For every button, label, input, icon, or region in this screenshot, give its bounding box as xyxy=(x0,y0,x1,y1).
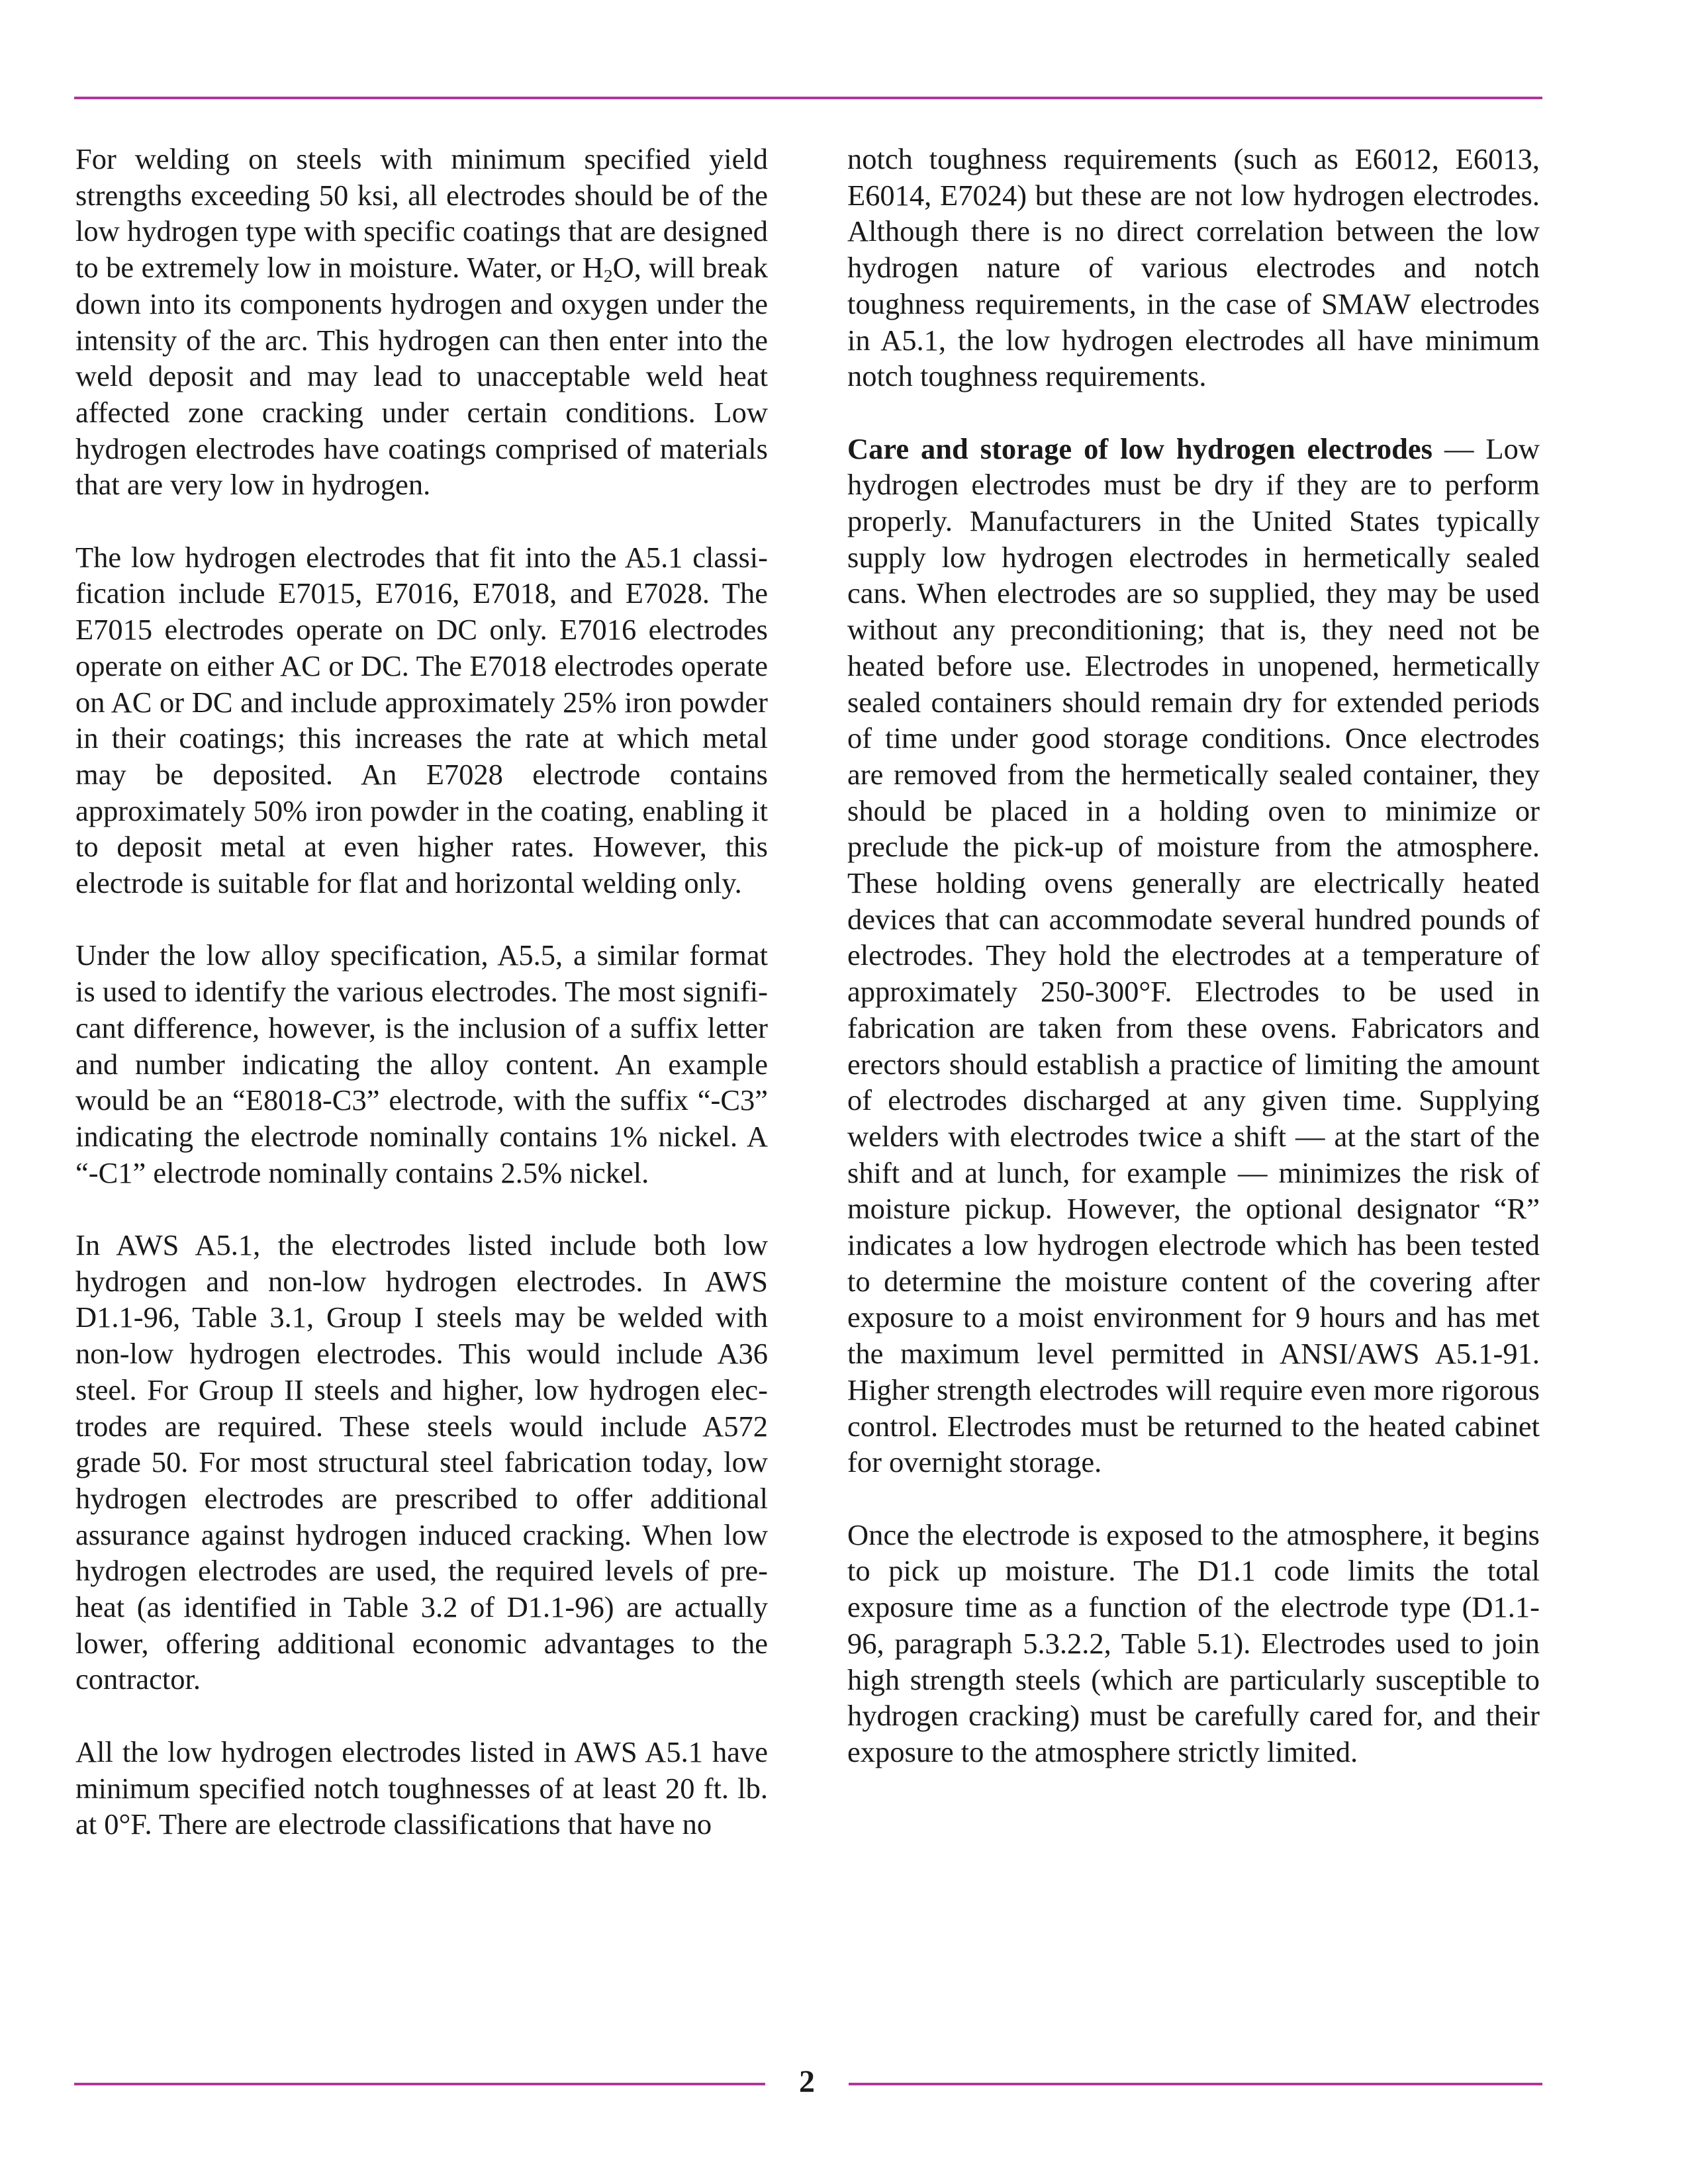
paragraph: In AWS A5.1, the electrodes listed include both low hydrogen and non-low hydrogen electrodes. In AWS D1.1-96, Table 3.1, Group I steels may be welded with non-low hydrogen electrodes. This would include A36 steel. For Group II steels and higher, low hydrogen electrodes are required. These steels would include A572 grade 50. For most structural steel fabrication today, low hydrogen electrodes are prescribed to offer additional assurance against hydrogen induced cracking. When low hydrogen electrodes are used, the required levels of preheat (as identified in Table 3.2 of D1.1-96) are actually lower, offering additional economic advantages to the contractor. xyxy=(75,1228,768,1696)
subscript: 2 xyxy=(603,265,613,286)
left-column xyxy=(75,141,768,1843)
header-rule xyxy=(74,97,1542,99)
footer-rule-right xyxy=(849,2083,1542,2085)
paragraph: For welding on steels with minimum specified yield strengths exceeding 50 ksi, all electrodes should be of the low hydrogen type with specific coatings that are designed to be extremely low in moisture. Water, or $H_2O$, will break down into its components hydrogen and oxygen under the intensity of the arc. This hydrogen can then enter into the weld deposit and may lead to unacceptable weld heat affected zone cracking under certain conditions. Low hydrogen electrodes have coatings comprised of materials that are very low in hydrogen. xyxy=(75,142,768,502)
paragraph: Under the low alloy specification, A5.5, a similar format is used to identify the various electrodes. The most significant difference, however, is the inclusion of a suffix letter and number indicating the alloy content. An example would be an “E8018-C3” electrode, with the suffix “-C3” indicating the electrode nominally contains 1% nickel. A “-C1” electrode nominally contains 2.5% nickel. xyxy=(75,938,768,1189)
paragraph: Care and storage of low hydrogen electrodes — Low hydrogen electrodes must be dry if they are to perform properly. Manufacturers in the United States typically supply low hydrogen electrodes in hermetically sealed cans. When electrodes are so supplied, they may be used without any preconditioning; that is, they need not be heated before use. Electrodes in unopened, hermetically sealed containers should remain dry for extended periods of time under good storage conditions. Once electrodes are removed from the hermetically sealed container, they should be placed in a holding oven to minimize or preclude the pick-up of moisture from the atmosphere. These holding ovens generally are electrically heated devices that can accommodate several hundred pounds of electrodes. They hold the electrodes at a temperature of approximately 250-300°F. Electrodes to be used in fabrication are taken from these ovens. Fabricators and erectors should establish a practice of limiting the amount of electrodes discharged at any given time. Supplying welders with electrodes twice a shift — at the start of the shift and at lunch, for example — minimizes the risk of moisture pickup. However, the optional designator “R” indicates a low hydrogen electrode which has been tested to determine the moisture content of the covering after exposure to a moist environment for 9 hours and has met the maximum level permitted in ANSI/AWS A5.1-91. Higher strength electrodes will require even more rigorous control. Electrodes must be returned to the heated cabinet for overnight storage. xyxy=(847,432,1540,1479)
paragraph: Once the electrode is exposed to the atmosphere, it begins to pick up moisture. The D1.1 code limits the total exposure time as a function of the electrode type (D1.1-96, paragraph 5.3.2.2, Table 5.1). Electrodes used to join high strength steels (which are particularly susceptible to hydrogen cracking) must be carefully cared for, and their exposure to the atmosphere strictly limited. xyxy=(847,1518,1540,1768)
section-heading: Care and storage of low hydrogen electrodes xyxy=(847,432,1432,465)
right-column xyxy=(847,141,1540,1770)
page-number: 2 xyxy=(799,2064,815,2099)
paragraph: The low hydrogen electrodes that fit into the A5.1 classification include E7015, E7016, E7018, and E7028. The E7015 electrodes operate on DC only. E7016 electrodes operate on either AC or DC. The E7018 electrodes operate on AC or DC and include approximately 25% iron powder in their coatings; this increases the rate at which metal may be deposited. An E7028 electrode contains approximately 50% iron powder in the coating, enabling it to deposit metal at even higher rates. However, this electrode is suitable for flat and horizontal welding only. xyxy=(75,540,768,900)
paragraph: All the low hydrogen electrodes listed in AWS A5.1 have minimum specified notch toughnesses of at least 20 ft. lb. at 0°F. There are electrode classifications that have no xyxy=(75,1735,768,1841)
footer-rule-left xyxy=(74,2083,765,2085)
paragraph: notch toughness requirements (such as E6012, E6013, E6014, E7024) but these are not low hydrogen electrodes. Although there is no direct correlation between the low hydrogen nature of various electrodes and notch toughness requirements, in the case of SMAW electrodes in A5.1, the low hydrogen electrodes all have minimum notch toughness requirements. xyxy=(847,142,1540,393)
